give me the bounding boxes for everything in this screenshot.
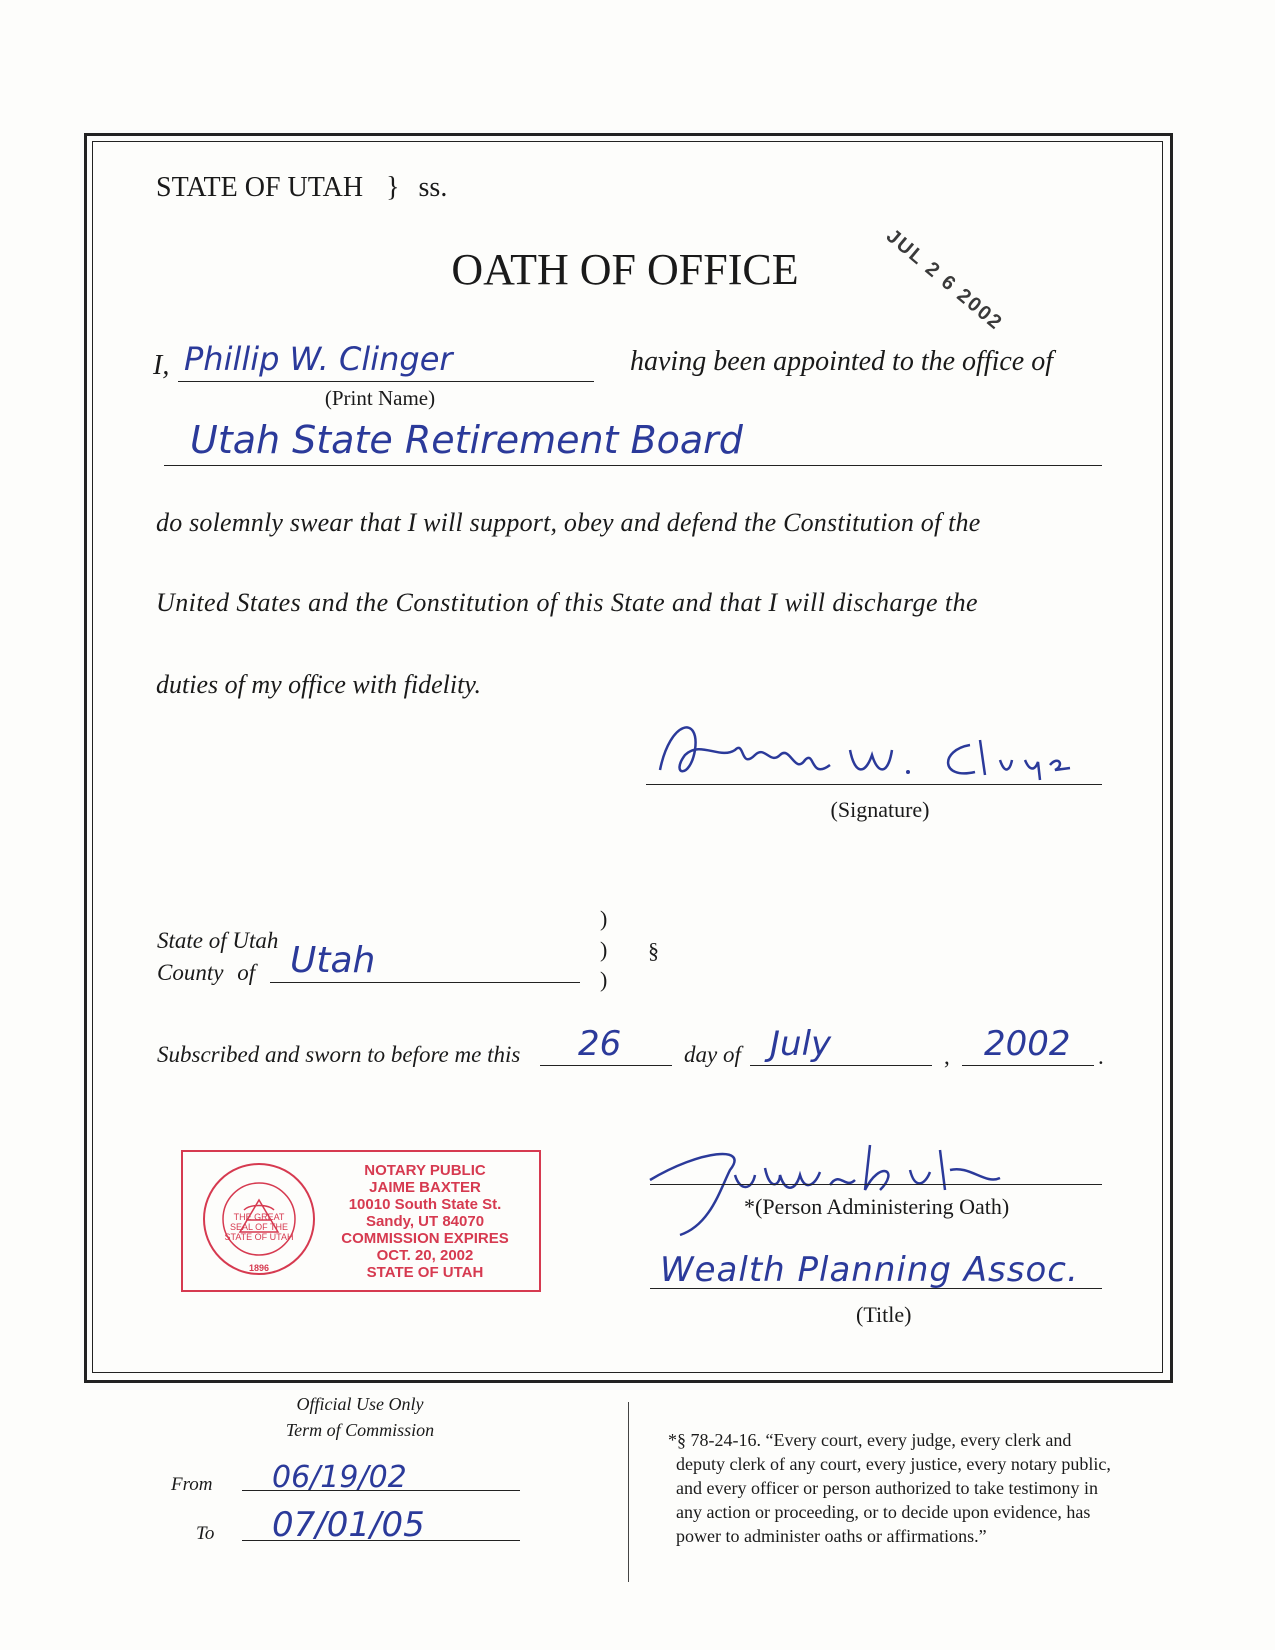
month-value: July [770, 1024, 832, 1064]
footnote-line: and every officer or person authorized to take testimony in [676, 1478, 1099, 1498]
i-label: I, [153, 350, 170, 381]
notary-stamp-line: 10010 South State St. [348, 1196, 502, 1213]
section-mark: § [648, 938, 659, 963]
office-value: Utah State Retirement Board [190, 418, 743, 462]
term-of-commission-heading: Term of Commission [285, 1420, 435, 1440]
print-name-caption: (Print Name) [324, 386, 436, 410]
print-name-line [178, 381, 594, 382]
received-date-stamp: JUL 2 6 2002 [881, 225, 1007, 335]
notary-stamp-line: OCT. 20, 2002 [376, 1247, 474, 1264]
day-of-label: day of [684, 1042, 741, 1067]
notary-stamp-line: Sandy, UT 84070 [365, 1213, 485, 1230]
footnote-line: any action or proceeding, or to decide upon evidence, has [676, 1502, 1091, 1522]
notary-stamp-line: NOTARY PUBLIC [364, 1162, 486, 1179]
to-value: 07/01/05 [272, 1505, 425, 1545]
office-line [164, 465, 1102, 466]
county-line [270, 982, 580, 983]
official-use-heading: Official Use Only [296, 1394, 424, 1414]
page-title: OATH OF OFFICE [451, 245, 799, 294]
notary-stamp-line: COMMISSION EXPIRES [341, 1230, 509, 1247]
to-line [242, 1540, 520, 1541]
day-line [540, 1065, 672, 1066]
paren-1: ) [600, 906, 608, 931]
signature-caption: (Signature) [830, 797, 930, 822]
title-caption: (Title) [856, 1302, 912, 1327]
state-heading [156, 172, 447, 204]
seal-text: THE GREAT SEAL OF THE STATE OF UTAH [224, 1212, 294, 1242]
section-divider [628, 1402, 629, 1582]
footnote-line: *§ 78-24-16. “Every court, every judge, every clerk and [668, 1430, 1072, 1450]
administrator-signature [640, 1130, 1060, 1250]
administrator-caption: *(Person Administering Oath) [744, 1194, 1010, 1219]
venue-county-label: County of [157, 960, 256, 985]
oath-line-1: do solemnly swear that I will support, obey and defend the Constitution of the [156, 508, 981, 537]
subscribed-prefix: Subscribed and sworn to before me this [157, 1042, 521, 1067]
state-label: STATE OF UTAH [156, 172, 364, 203]
year-line [962, 1065, 1094, 1066]
seal-year: 1896 [248, 1263, 270, 1273]
from-line [242, 1490, 520, 1491]
footnote-line: power to administer oaths or affirmations.” [676, 1526, 987, 1546]
footnote-line: deputy clerk of any court, every justice, every notary public, [676, 1454, 1111, 1474]
from-value: 06/19/02 [272, 1460, 407, 1495]
statute-footnote [668, 1428, 1188, 1548]
oath-line-3: duties of my office with fidelity. [156, 670, 481, 699]
notary-stamp-line: STATE OF UTAH [366, 1264, 484, 1281]
from-label: From [171, 1474, 213, 1495]
paren-2: ) [600, 937, 608, 962]
venue-state-label: State of Utah [157, 928, 279, 953]
oath-signature [640, 710, 1110, 790]
ss-label: ss. [418, 172, 448, 203]
signature-line [646, 784, 1102, 785]
to-label: To [196, 1523, 215, 1544]
oath-line-2: United States and the Constitution of this State and that I will discharge the [156, 588, 979, 617]
title-value: Wealth Planning Assoc. [660, 1250, 1079, 1290]
date-period: . [1098, 1044, 1104, 1069]
print-name-value: Phillip W. Clinger [184, 340, 453, 378]
brace: } [386, 172, 400, 203]
date-comma: , [944, 1044, 950, 1069]
paren-3: ) [600, 967, 608, 992]
appointed-text: having been appointed to the office of [630, 346, 1054, 377]
notary-stamp-text [320, 1162, 530, 1281]
day-value: 26 [578, 1024, 622, 1064]
administrator-line [650, 1184, 1102, 1185]
month-line [750, 1065, 932, 1066]
notary-stamp-line: JAIME BAXTER [369, 1179, 481, 1196]
county-value: Utah [290, 940, 376, 981]
title-line [650, 1288, 1102, 1289]
year-value: 2002 [984, 1024, 1071, 1064]
